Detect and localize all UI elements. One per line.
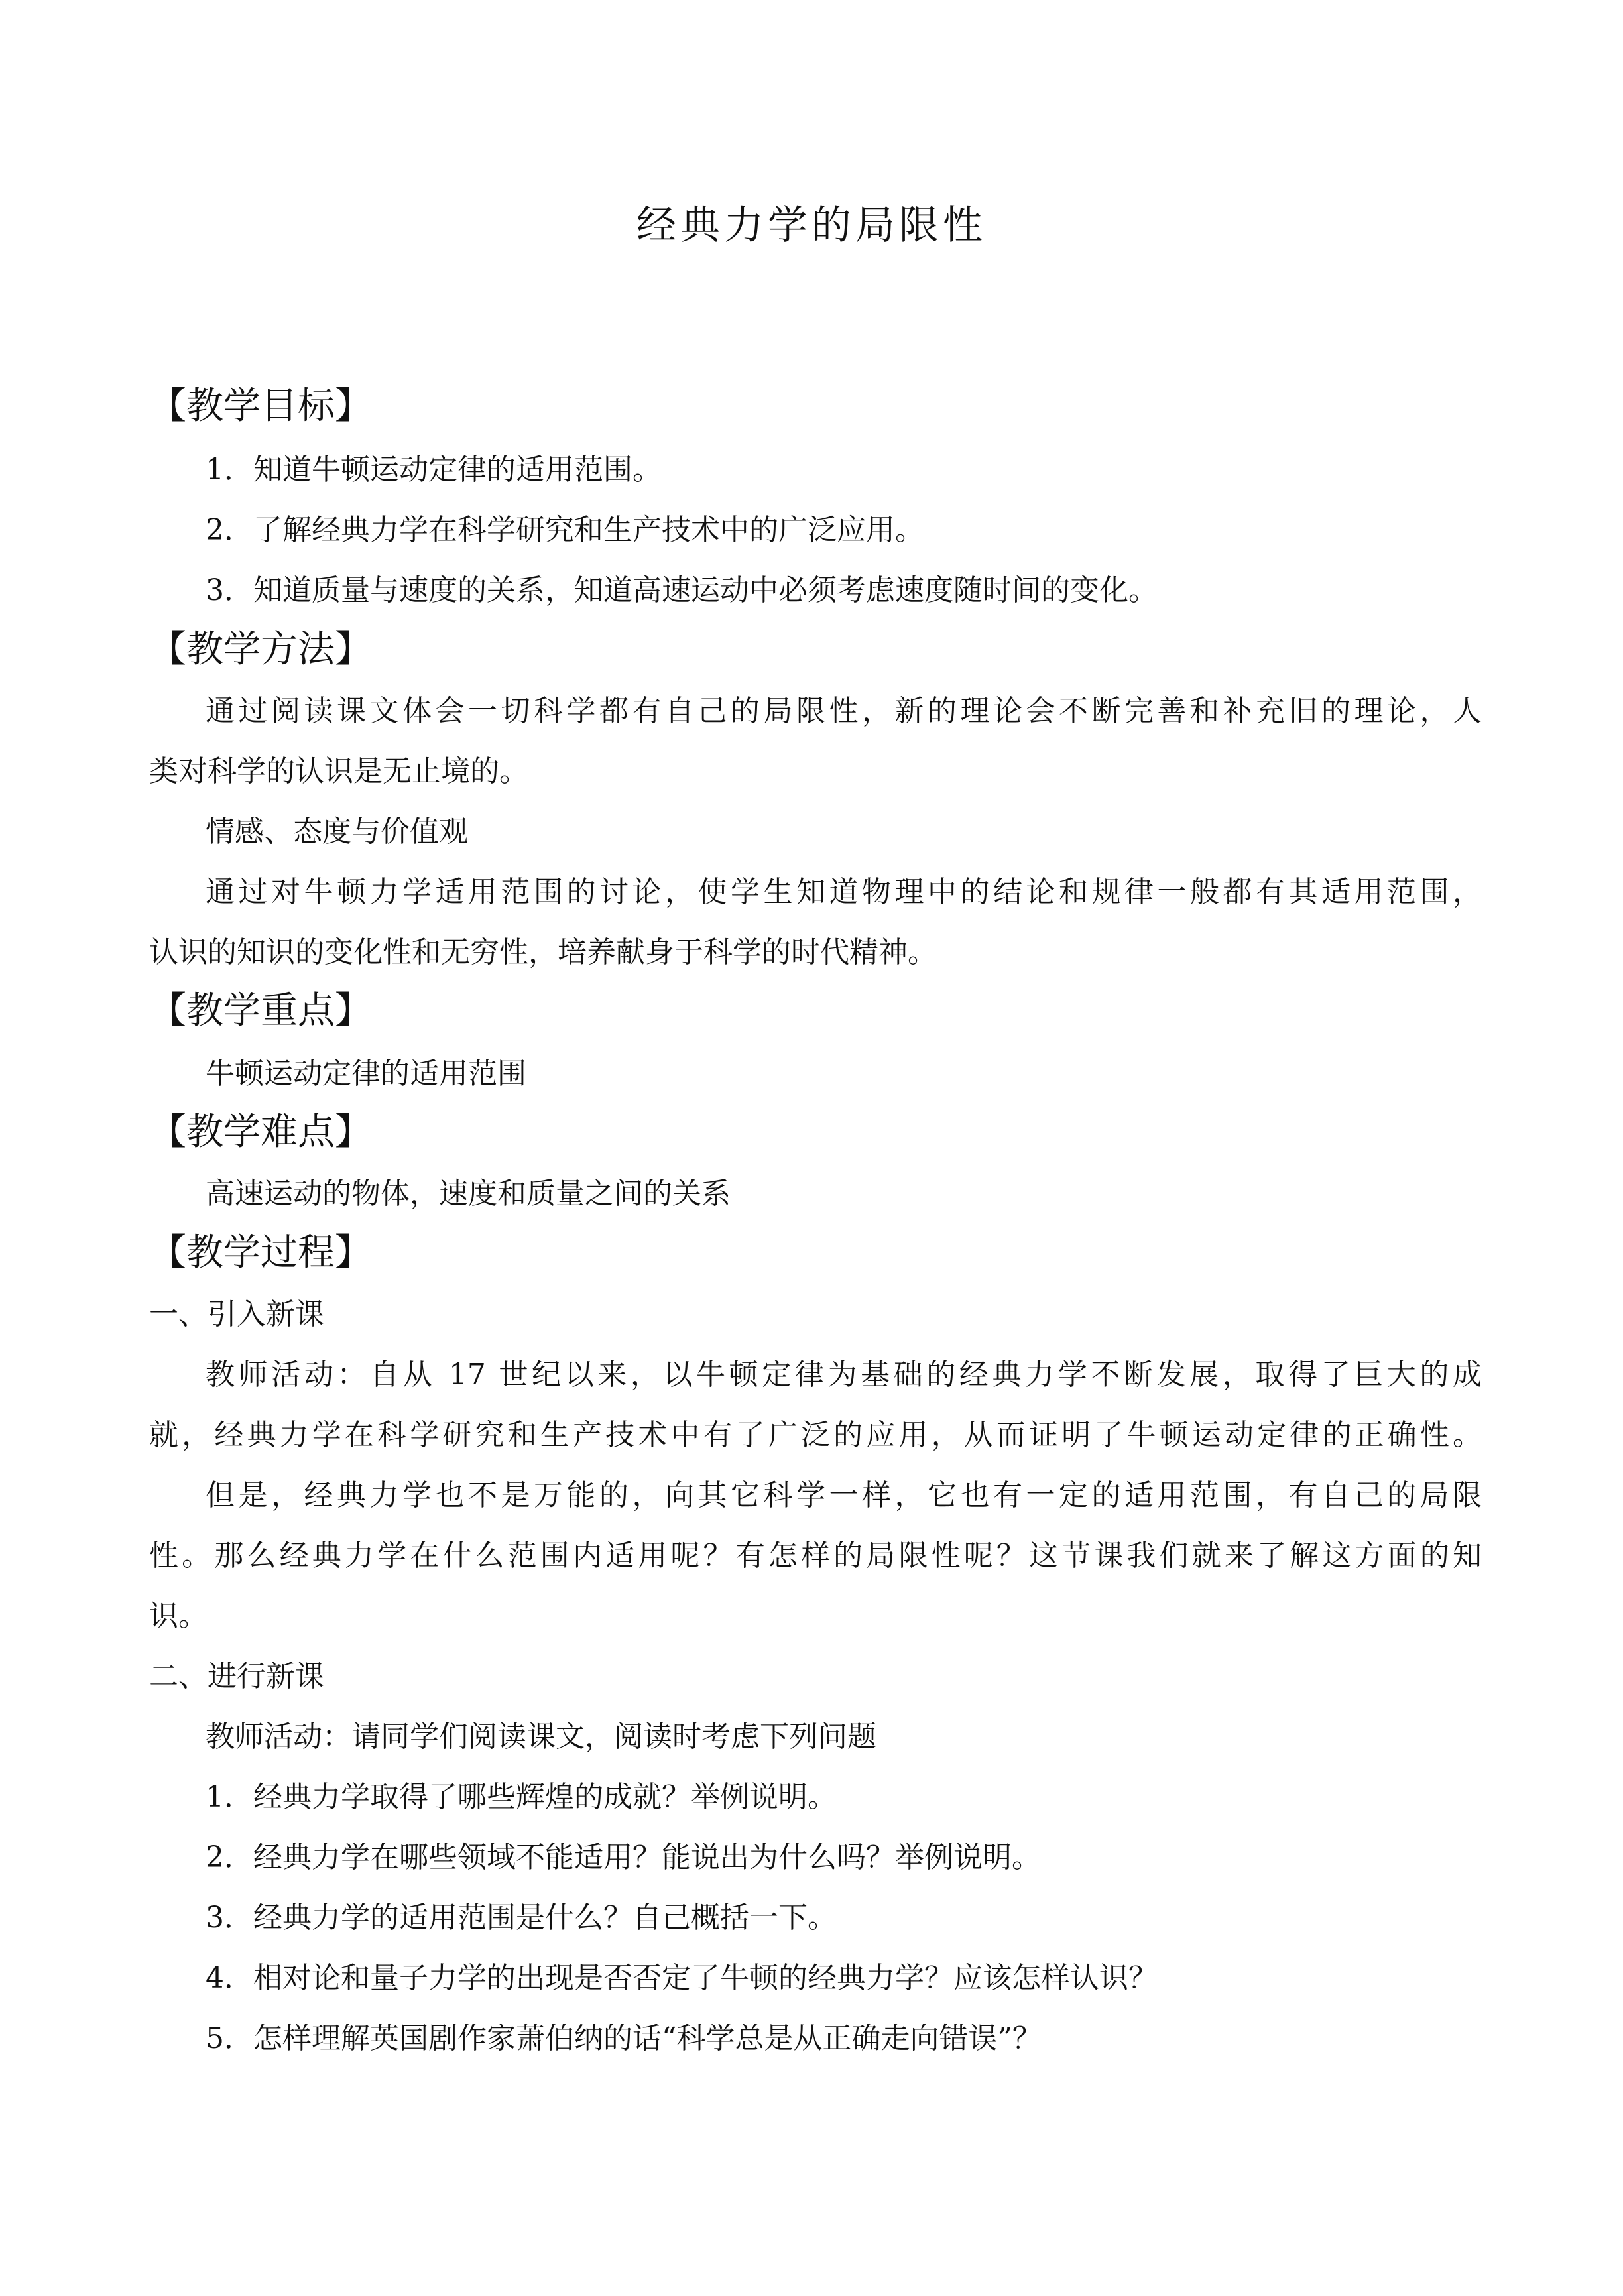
question-item: 3．经典力学的适用范围是什么？自己概括一下。	[206, 1901, 837, 1935]
question-item: 5．怎样理解英国剧作家萧伯纳的话“科学总是从正确走向错误”？	[206, 2022, 1042, 2055]
difficulties-heading: 【教学难点】	[149, 1111, 372, 1154]
methods-paragraph-line: 认识的知识的变化性和无穷性，培养献身于科学的时代精神。	[149, 936, 937, 969]
key-points-heading: 【教学重点】	[149, 989, 372, 1032]
process-paragraph-line: 教师活动：自从 17 世纪以来，以牛顿定律为基础的经典力学不断发展，取得了巨大的成	[206, 1358, 1482, 1392]
methods-paragraph-line: 通过对牛顿力学适用范围的讨论，使学生知道物理中的结论和规律一般都有其适用范围，	[206, 875, 1482, 909]
process-intro: 教师活动：请同学们阅读课文，阅读时考虑下列问题	[206, 1720, 876, 1754]
process-paragraph-line: 性。那么经典力学在什么范围内适用呢？有怎样的局限性呢？这节课我们就来了解这方面的知	[149, 1539, 1482, 1573]
process-part-title: 一、引入新课	[149, 1298, 324, 1331]
objectives-heading: 【教学目标】	[149, 385, 372, 428]
process-heading: 【教学过程】	[149, 1231, 372, 1274]
methods-subheading: 情感、态度与价值观	[206, 815, 468, 849]
document-title: 经典力学的局限性	[636, 202, 987, 249]
objective-item: 3．知道质量与速度的关系，知道高速运动中必须考虑速度随时间的变化。	[206, 574, 1158, 607]
methods-heading: 【教学方法】	[149, 628, 372, 671]
key-points-text: 牛顿运动定律的适用范围	[206, 1057, 526, 1091]
question-item: 4．相对论和量子力学的出现是否否定了牛顿的经典力学？应该怎样认识？	[206, 1961, 1158, 1995]
process-paragraph-line: 识。	[149, 1599, 208, 1633]
process-paragraph-line: 就，经典力学在科学研究和生产技术中有了广泛的应用，从而证明了牛顿运动定律的正确性。	[149, 1418, 1482, 1452]
question-item: 2．经典力学在哪些领域不能适用？能说出为什么吗？举例说明。	[206, 1841, 1041, 1874]
question-item: 1．经典力学取得了哪些辉煌的成就？举例说明。	[206, 1780, 837, 1814]
objective-item: 1．知道牛顿运动定律的适用范围。	[206, 453, 662, 487]
process-part-title: 二、进行新课	[149, 1660, 324, 1693]
process-paragraph-line: 但是，经典力学也不是万能的，向其它科学一样，它也有一定的适用范围，有自己的局限	[206, 1479, 1482, 1512]
methods-paragraph-line: 类对科学的认识是无止境的。	[149, 755, 528, 788]
methods-paragraph-line: 通过阅读课文体会一切科学都有自己的局限性，新的理论会不断完善和补充旧的理论，人	[206, 694, 1482, 728]
objective-item: 2．了解经典力学在科学研究和生产技术中的广泛应用。	[206, 513, 924, 547]
difficulties-text: 高速运动的物体，速度和质量之间的关系	[206, 1177, 731, 1211]
